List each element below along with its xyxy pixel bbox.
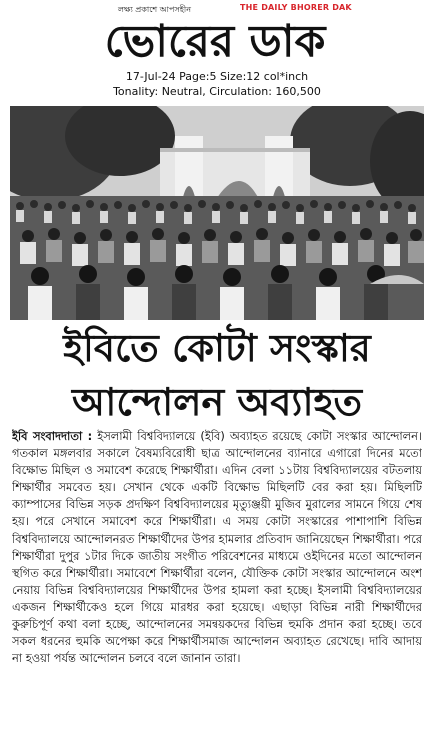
headline-line-2: আন্দোলন অব্যাহত	[72, 379, 362, 424]
masthead-english-title: THE DAILY BHORER DAK	[240, 3, 352, 12]
newspaper-logo	[70, 12, 360, 64]
article-body-text: ইসলামী বিশ্ববিদ্যালয়ে (ইবি) অব্যাহত রয়েছে কোটা সংস্কার আন্দোলন। গতকাল মঙ্গলবার সকালে বৈষম্যবিরোধী ছাত্র আন্দোলনের ব্যানারে এগারো দিনের মতো বিক্ষোভ মিছিল ও সমাবেশ করেছে শিক্ষার্থীরা। এদিন বেলা ১১টায় বিশ্ববিদ্যালয়ের বটতলায় শিক্ষার্থীর সমবেত হয়। সেখান থেকে একটি বিক্ষোভ মিছিলটি বের করা হয়। মিছিলটি ক্যাম্পাসের বিভিন্ন সড়ক প্রদক্ষিণ বিশ্ববিদ্যালয়ের মৃত্যুঞ্জয়ী মুজিব মুরালের সামনে গিয়ে শেষ হয়। পরে সেখানে সমাবেশ করে শিক্ষার্থীরা। এ সময় কোটা সংস্কারের পাশাপাশি বিভিন্ন বিশ্ববিদ্যালয়ে আন্দোলনরত শিক্ষার্থীদের উপর হামলার প্রতিবাদ জানিয়েছেন শিক্ষার্থীরা। পরে শিক্ষার্থীরা দুপুর ১টার দিকে জাতীয় সংগীত পরিবেশনের মাধ্যমে ওইদিনের মতো আন্দোলন স্থগিত করে শিক্ষার্থীরা। সমাবেশে শিক্ষার্থীরা বলেন, যৌক্তিক কোটা সংস্কার আন্দোলনে অংশ নেয়ায় বিভিন্ন বিশ্ববিদ্যালয়ের শিক্ষার্থীদের উপর হামলা করা হচ্ছে। ইসলামী বিশ্ববিদ্যালয়ের একজন শিক্ষার্থীকেও হলে গিয়ে মারধর করা হয়েছে। এছাড়া বিভিন্ন নারী শিক্ষার্থীদের কুরুচিপূর্ণ কথা বলা হচ্ছে, আন্দোলনের সমন্বয়কদের বিভিন্ন হুমকি প্রদান করা হচ্ছে। তবে সকল ধরনের হুমকি অপেক্ষা করে শিক্ষার্থীসমাজ আন্দোলন অব্যাহত রেখেছে। দাবি আদায় না হওয়া পর্যন্ত আন্দোলন চলবে বলে জানান তারা।	[12, 429, 422, 666]
headline-line-1: ইবিতে কোটা সংস্কার	[63, 325, 371, 370]
logo-text: ভোরের ডাক	[104, 16, 326, 64]
article-body	[12, 428, 422, 728]
clipping-meta-date-page-size: 17-Jul-24 Page:5 Size:12 col*inch	[125, 70, 309, 83]
protest-crowd-photo	[10, 106, 424, 320]
masthead-tagline: লক্ষ্য প্রকাশে আপসহীন	[118, 5, 191, 14]
article-dateline: ইবি সংবাদদাতা :	[12, 429, 93, 443]
clipping-meta-tonality-circulation: Tonality: Neutral, Circulation: 160,500	[113, 85, 321, 98]
masthead	[0, 0, 434, 98]
